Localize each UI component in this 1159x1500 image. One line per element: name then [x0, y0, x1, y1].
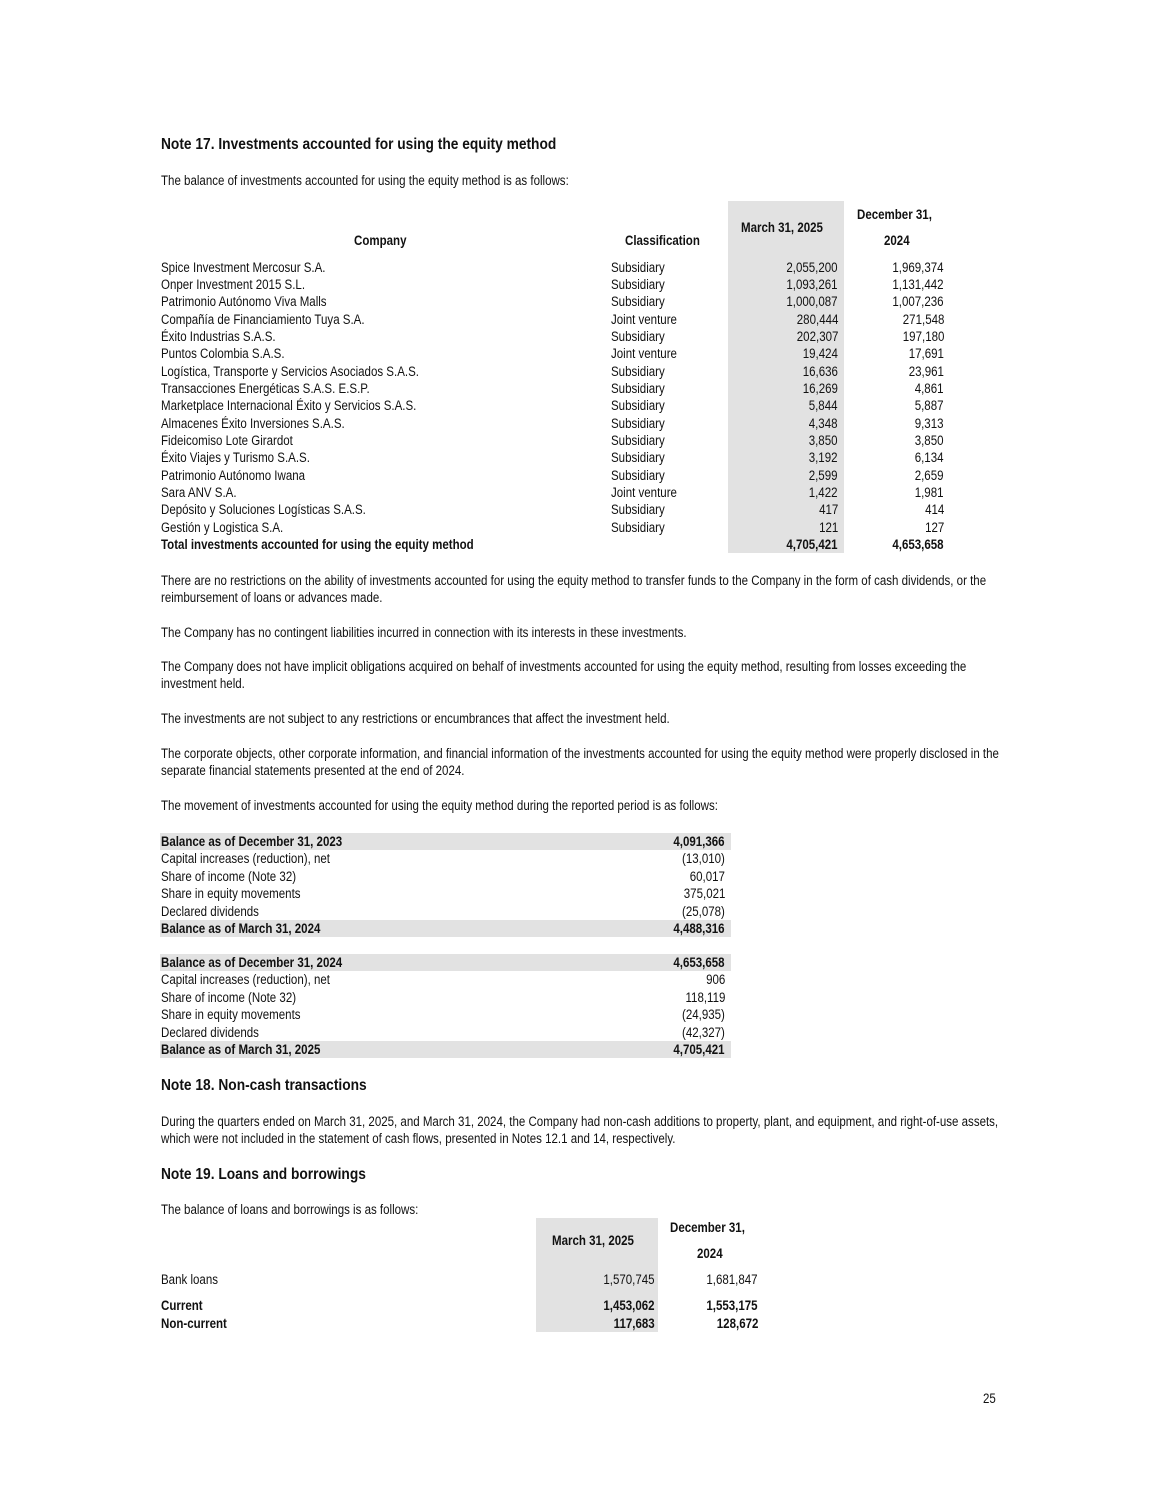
- header-prior-period-line1: December 31,: [670, 1220, 745, 1235]
- movement-row: [160, 1006, 731, 1023]
- table-row: [161, 1297, 761, 1314]
- balance-row: [160, 833, 731, 850]
- movement-value: 60,017: [689, 868, 725, 884]
- table-row: [161, 1271, 761, 1288]
- table-row: [161, 415, 951, 432]
- movement-value: 4,653,658: [673, 955, 725, 970]
- page-number: 25: [983, 1391, 996, 1406]
- classification: Subsidiary: [611, 380, 665, 396]
- company-name: Almacenes Éxito Inversiones S.A.S.: [161, 415, 345, 431]
- classification: Subsidiary: [611, 502, 665, 518]
- current-value: 1,000,087: [786, 294, 838, 310]
- header-prior-period-line1: December 31,: [857, 207, 932, 222]
- header-company: Company: [354, 233, 407, 248]
- paragraph: There are no restrictions on the ability of investments accounted for using the equity method to transfer funds to the Company in the form of cash dividends, or the reimbursement of loans or advances made.: [161, 573, 987, 605]
- company-name: Marketplace Internacional Éxito y Servicios S.A.S.: [161, 398, 417, 414]
- total-label: Total investments accounted for using the equity method: [161, 537, 474, 553]
- prior-value: 1,553,175: [706, 1298, 758, 1313]
- movement-value: 4,091,366: [673, 834, 725, 849]
- movement-label: Share of income (Note 32): [161, 868, 297, 884]
- movement-value: 375,021: [683, 886, 725, 902]
- paragraph: The investments are not subject to any restrictions or encumbrances that affect the investment held.: [161, 711, 670, 726]
- table-row: [161, 432, 951, 449]
- note-19-heading: Note 19. Loans and borrowings: [161, 1166, 366, 1183]
- company-name: Spice Investment Mercosur S.A.: [161, 259, 326, 275]
- paragraph: The corporate objects, other corporate information, and financial information of the investments accounted for using the equity method were properly disclosed in the separate financial statements presented at the end of 2024.: [161, 746, 999, 778]
- paragraph: The movement of investments accounted for using the equity method during the reported period is as follows:: [161, 798, 718, 813]
- classification: Subsidiary: [611, 450, 665, 466]
- movement-value: (24,935): [682, 1007, 725, 1023]
- table-row: [161, 328, 951, 345]
- total-prior: 4,653,658: [892, 537, 944, 553]
- movement-label: Capital increases (reduction), net: [161, 972, 330, 988]
- movement-label: Declared dividends: [161, 903, 259, 919]
- company-name: Onper Investment 2015 S.L.: [161, 276, 306, 292]
- header-prior-period-line2: 2024: [697, 1246, 723, 1261]
- prior-value: 271,548: [902, 311, 944, 327]
- current-value: 16,636: [802, 363, 838, 379]
- movement-row: [160, 850, 731, 867]
- table-row: [161, 484, 951, 501]
- company-name: Puntos Colombia S.A.S.: [161, 346, 285, 362]
- current-value: 2,055,200: [786, 259, 838, 275]
- current-value: 16,269: [802, 380, 838, 396]
- current-value: 417: [818, 502, 838, 518]
- classification: Subsidiary: [611, 328, 665, 344]
- classification: Subsidiary: [611, 294, 665, 310]
- movement-label: Balance as of December 31, 2024: [161, 955, 343, 970]
- current-value: 121: [818, 519, 838, 535]
- prior-value: 128,672: [716, 1315, 758, 1331]
- movement-value: 4,488,316: [673, 921, 725, 936]
- prior-value: 4,861: [915, 380, 944, 396]
- classification: Joint venture: [611, 311, 677, 327]
- table-row: [161, 363, 951, 380]
- movement-label: Balance as of March 31, 2024: [161, 921, 321, 936]
- company-name: Gestión y Logistica S.A.: [161, 519, 284, 535]
- header-current-period: March 31, 2025: [741, 220, 823, 235]
- table-row: [161, 397, 951, 414]
- movement-row: [160, 903, 731, 920]
- prior-value: 23,961: [908, 363, 944, 379]
- loan-label: Non-current: [161, 1315, 227, 1331]
- current-value: 117,683: [614, 1315, 655, 1331]
- balance-row: [160, 1041, 731, 1058]
- table-row: [161, 519, 951, 536]
- current-value: 3,850: [809, 433, 838, 448]
- current-value: 2,599: [809, 467, 838, 483]
- classification: Subsidiary: [611, 259, 665, 275]
- prior-value: 1,007,236: [892, 294, 944, 310]
- current-value: 1,453,062: [603, 1298, 655, 1313]
- movement-row: [160, 989, 731, 1006]
- classification: Subsidiary: [611, 433, 665, 448]
- movement-value: (25,078): [682, 903, 725, 919]
- movement-row: [160, 1024, 731, 1041]
- note-18-heading: Note 18. Non-cash transactions: [161, 1077, 367, 1094]
- table-row: [161, 276, 951, 293]
- table-row: [161, 449, 951, 466]
- classification: Subsidiary: [611, 415, 665, 431]
- company-name: Sara ANV S.A.: [161, 485, 237, 501]
- loan-label: Current: [161, 1298, 203, 1313]
- prior-value: 17,691: [908, 346, 944, 362]
- movement-label: Capital increases (reduction), net: [161, 851, 330, 867]
- company-name: Compañía de Financiamiento Tuya S.A.: [161, 311, 365, 327]
- movement-label: Share of income (Note 32): [161, 989, 297, 1005]
- company-name: Transacciones Energéticas S.A.S. E.S.P.: [161, 380, 370, 396]
- prior-value: 5,887: [915, 398, 944, 414]
- paragraph: The Company does not have implicit obligations acquired on behalf of investments accounted for using the equity method, resulting from losses exceeding the investment held.: [161, 659, 967, 691]
- prior-value: 2,659: [915, 467, 944, 483]
- prior-value: 6,134: [915, 450, 944, 466]
- current-value: 280,444: [796, 311, 838, 327]
- total-current: 4,705,421: [786, 537, 838, 553]
- balance-row: [160, 920, 731, 937]
- prior-value: 127: [924, 519, 944, 535]
- prior-value: 1,681,847: [706, 1272, 758, 1287]
- current-value: 3,192: [809, 450, 838, 466]
- current-value: 1,093,261: [786, 276, 838, 292]
- header-prior-period-line2: 2024: [884, 233, 910, 248]
- paragraph: The Company has no contingent liabilities incurred in connection with its interests in these investments.: [161, 625, 687, 640]
- note-17-intro: The balance of investments accounted for using the equity method is as follows:: [161, 173, 569, 188]
- movement-label: Declared dividends: [161, 1024, 259, 1040]
- company-name: Patrimonio Autónomo Viva Malls: [161, 294, 327, 310]
- current-value: 19,424: [802, 346, 838, 362]
- movement-label: Share in equity movements: [161, 1007, 301, 1023]
- current-value: 1,422: [809, 485, 838, 501]
- company-name: Éxito Industrias S.A.S.: [161, 328, 276, 344]
- prior-value: 1,981: [915, 485, 944, 501]
- table-row: [161, 1315, 761, 1332]
- movement-row: [160, 885, 731, 902]
- table-row: [161, 501, 951, 518]
- table-row: [161, 345, 951, 362]
- movement-label: Balance as of December 31, 2023: [161, 834, 343, 849]
- movement-row: [160, 868, 731, 885]
- total-row: [161, 536, 951, 553]
- movement-value: 118,119: [685, 989, 725, 1005]
- prior-value: 414: [924, 502, 944, 518]
- movement-row: [160, 971, 731, 988]
- current-value: 5,844: [809, 398, 838, 414]
- prior-value: 197,180: [902, 328, 944, 344]
- header-classification: Classification: [625, 233, 700, 248]
- company-name: Depósito y Soluciones Logísticas S.A.S.: [161, 502, 366, 518]
- current-value: 202,307: [796, 328, 838, 344]
- company-name: Patrimonio Autónomo Iwana: [161, 467, 306, 483]
- loan-label: Bank loans: [161, 1272, 218, 1287]
- current-value: 4,348: [809, 415, 838, 431]
- balance-row: [160, 954, 731, 971]
- movement-value: (13,010): [682, 851, 725, 867]
- prior-value: 9,313: [915, 415, 944, 431]
- table-row: [161, 380, 951, 397]
- company-name: Logística, Transporte y Servicios Asociados S.A.S.: [161, 363, 419, 379]
- note-19-intro: The balance of loans and borrowings is as follows:: [161, 1202, 419, 1217]
- company-name: Éxito Viajes y Turismo S.A.S.: [161, 450, 310, 466]
- classification: Joint venture: [611, 485, 677, 501]
- classification: Subsidiary: [611, 467, 665, 483]
- classification: Subsidiary: [611, 398, 665, 414]
- classification: Subsidiary: [611, 519, 665, 535]
- table-row: [161, 259, 951, 276]
- prior-value: 3,850: [915, 433, 944, 448]
- classification: Joint venture: [611, 346, 677, 362]
- classification: Subsidiary: [611, 276, 665, 292]
- movement-value: 906: [705, 972, 725, 988]
- note-17-heading: Note 17. Investments accounted for using the equity method: [161, 136, 557, 153]
- table-row: [161, 293, 951, 310]
- movement-value: (42,327): [682, 1024, 725, 1040]
- prior-value: 1,131,442: [892, 276, 944, 292]
- prior-value: 1,969,374: [892, 259, 944, 275]
- header-current-period: March 31, 2025: [552, 1233, 634, 1248]
- current-value: 1,570,745: [603, 1272, 655, 1287]
- note-18-paragraph: During the quarters ended on March 31, 2025, and March 31, 2024, the Company had non-cash additions to property, plant, and equipment, and right-of-use assets, which were not included in the statement of cash flows, presented in Notes 12.1 and 14, respectively.: [161, 1114, 999, 1146]
- table-row: [161, 311, 951, 328]
- table-row: [161, 467, 951, 484]
- company-name: Fideicomiso Lote Girardot: [161, 433, 293, 448]
- movement-value: 4,705,421: [673, 1042, 725, 1057]
- movement-label: Balance as of March 31, 2025: [161, 1042, 321, 1057]
- movement-label: Share in equity movements: [161, 886, 301, 902]
- classification: Subsidiary: [611, 363, 665, 379]
